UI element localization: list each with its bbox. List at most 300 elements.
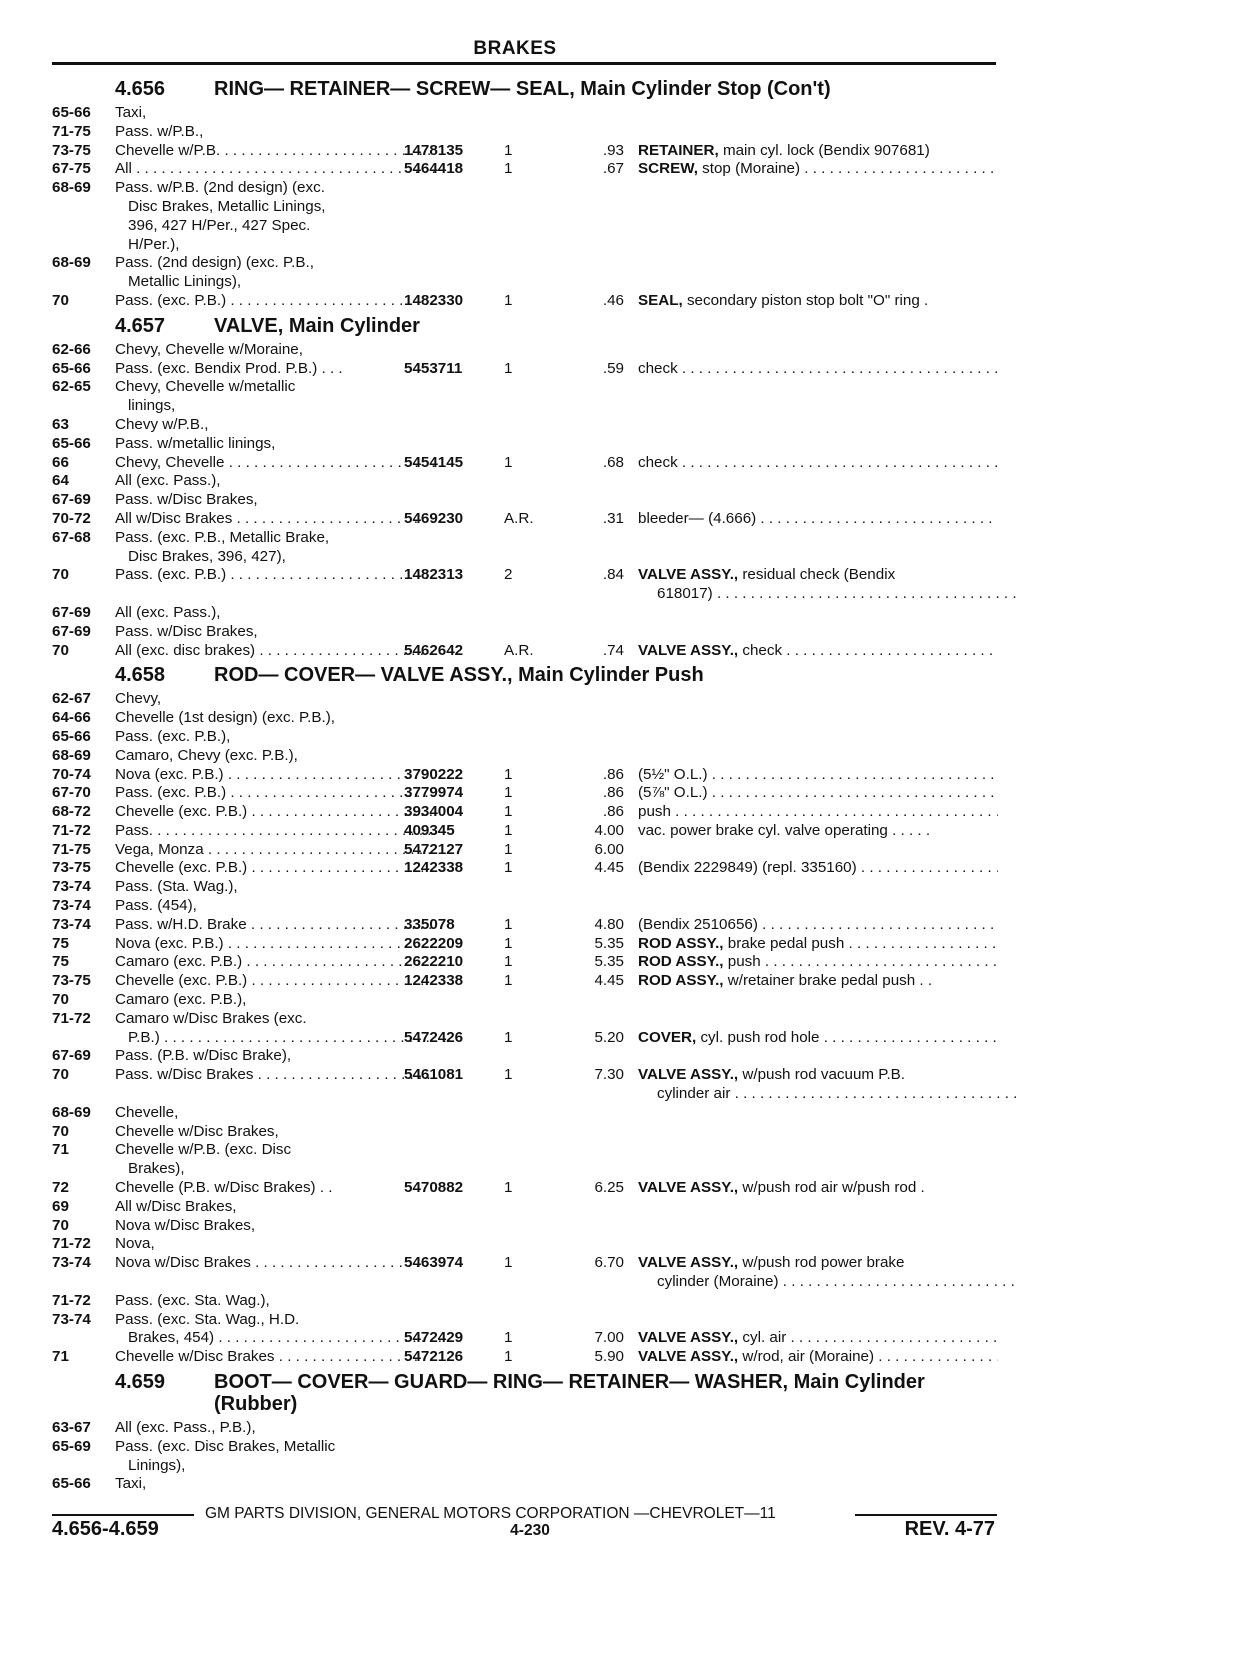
parts-row [52, 1104, 998, 1123]
quantity: 1 [504, 953, 513, 971]
model-years: 65-66 [52, 434, 91, 452]
part-name [657, 585, 1017, 604]
part-name-detail: brake pedal push [723, 934, 845, 952]
part-number: 3790222 [404, 765, 464, 783]
part-name [638, 972, 998, 991]
quantity: 1 [504, 840, 513, 858]
model-years: 68-69 [52, 179, 91, 197]
model-years: 73-74 [52, 878, 91, 896]
application-description: All (exc. Pass.), [115, 603, 221, 621]
part-number: 5453711 [404, 359, 463, 377]
application-description: Brakes), [128, 1160, 185, 1178]
parts-row [52, 1254, 998, 1273]
parts-row [52, 1066, 998, 1085]
part-name-detail: push [723, 953, 761, 971]
part-name [638, 1329, 998, 1348]
footer-organization: GM PARTS DIVISION, GENERAL MOTORS CORPORATION —CHEVROLET—11 [205, 1505, 776, 1522]
quantity: 2 [504, 566, 513, 584]
part-name-detail: (Bendix 2229849) (repl. 335160) [638, 859, 857, 877]
part-number: 2622209 [404, 934, 464, 952]
parts-row [52, 1292, 998, 1311]
parts-row [52, 897, 998, 916]
parts-row [52, 991, 998, 1010]
application-description: Pass. w/P.B. (2nd design) (exc. [115, 179, 325, 197]
application-description: Pass. (Sta. Wag.), [115, 878, 238, 896]
footer-rule-right [855, 1514, 997, 1516]
parts-row [52, 179, 998, 198]
application-description: Metallic Linings), [128, 273, 242, 291]
group-number: 4.656 [115, 78, 166, 100]
model-years: 65-66 [52, 1475, 91, 1493]
group-number: 4.659 [115, 1371, 166, 1393]
parts-row [52, 1348, 998, 1367]
application-description: Nova w/Disc Brakes . . . [115, 1254, 435, 1273]
parts-row [52, 1273, 998, 1292]
group-heading [52, 74, 998, 104]
part-name-keyword: ROD ASSY., [638, 934, 724, 952]
price: 4.00 [594, 821, 624, 839]
model-years: 67-68 [52, 528, 91, 546]
parts-row [52, 690, 998, 709]
application-description: Pass. (exc. P.B.) . . . [115, 784, 435, 803]
application-description: Pass. (exc. Sta. Wag., H.D. [115, 1310, 300, 1328]
quantity: 1 [504, 915, 513, 933]
application-description: 396, 427 H/Per., 427 Spec. [128, 216, 311, 234]
group-number: 4.658 [115, 664, 166, 687]
application-description: Chevelle (P.B. w/Disc Brakes) . . [115, 1179, 333, 1197]
model-years: 73-75 [52, 972, 91, 990]
application-description: All w/Disc Brakes . . . [115, 510, 435, 529]
part-name-detail: (Bendix 2510656) [638, 915, 758, 933]
footer-revision: REV. 4-77 [904, 1518, 995, 1540]
model-years: 75 [52, 953, 69, 971]
parts-row [52, 360, 998, 379]
parts-row [52, 1217, 998, 1236]
model-years: 72 [52, 1179, 69, 1197]
model-years: 67-75 [52, 160, 91, 178]
part-name [638, 1029, 998, 1048]
parts-row [52, 878, 998, 897]
part-name-detail: 618017) [657, 585, 713, 603]
part-number: 1242338 [404, 972, 464, 990]
part-name-detail: cyl. air [738, 1329, 787, 1347]
group-heading [52, 660, 998, 690]
parts-row [52, 1475, 998, 1494]
footer-rule-left [52, 1514, 194, 1516]
model-years: 67-69 [52, 622, 91, 640]
part-name-detail: main cyl. lock (Bendix 907681) [718, 141, 930, 159]
price: .93 [602, 141, 624, 159]
footer-page-number: 4-230 [510, 1522, 550, 1539]
parts-row [52, 529, 998, 548]
model-years: 73-74 [52, 1254, 91, 1272]
quantity: 1 [504, 784, 513, 802]
quantity: 1 [504, 359, 513, 377]
part-name-detail: bleeder— (4.666) [638, 509, 757, 527]
model-years: 67-69 [52, 491, 91, 509]
part-name [638, 292, 998, 311]
part-number: 5463974 [404, 1254, 464, 1272]
parts-row [52, 1160, 998, 1179]
part-name [638, 784, 998, 803]
model-years: 70 [52, 991, 69, 1009]
model-years: 70 [52, 1216, 69, 1234]
part-number: 409345 [404, 821, 455, 839]
price: 5.35 [594, 953, 624, 971]
part-number: 5472426 [404, 1028, 464, 1046]
parts-row [52, 397, 998, 416]
price: .84 [602, 566, 624, 584]
model-years: 71-72 [52, 1235, 91, 1253]
model-years: 70 [52, 641, 69, 659]
model-years: 71 [52, 1141, 69, 1159]
model-years: 67-70 [52, 784, 91, 802]
model-years: 64-66 [52, 709, 91, 727]
model-years: 71-72 [52, 821, 91, 839]
part-number: 1478135 [404, 141, 464, 159]
part-name-detail: w/push rod vacuum P.B. [738, 1066, 906, 1084]
quantity: 1 [504, 453, 513, 471]
parts-row [52, 709, 998, 728]
part-name-detail: cylinder (Moraine) [657, 1273, 779, 1291]
parts-row [52, 1010, 998, 1029]
parts-row [52, 1047, 998, 1066]
part-name [638, 916, 998, 935]
price: 4.45 [594, 972, 624, 990]
part-number: 5472127 [404, 840, 464, 858]
footer-section-range: 4.656-4.659 [52, 1518, 159, 1540]
application-description: Disc Brakes, Metallic Linings, [128, 197, 326, 215]
parts-row [52, 916, 998, 935]
parts-row [52, 1198, 998, 1217]
price: 5.90 [594, 1348, 624, 1366]
application-description: Disc Brakes, 396, 427), [128, 547, 286, 565]
parts-row [52, 273, 998, 292]
application-description: Nova w/Disc Brakes, [115, 1216, 256, 1234]
application-description: Pass. w/Disc Brakes, [115, 622, 258, 640]
application-description: Linings), [128, 1456, 186, 1474]
application-description: Chevelle w/Disc Brakes, [115, 1122, 279, 1140]
group-title: VALVE, Main Cylinder [214, 314, 420, 337]
part-number: 5469230 [404, 509, 464, 527]
model-years: 62-65 [52, 378, 91, 396]
part-number: 5462642 [404, 641, 464, 659]
application-description: Taxi, [115, 1475, 147, 1493]
application-description: Pass. w/P.B., [115, 122, 204, 140]
part-name-keyword: SCREW, [638, 160, 698, 178]
model-years: 73-74 [52, 897, 91, 915]
header-rule [52, 62, 996, 65]
part-number: 1482313 [404, 566, 464, 584]
model-years: 68-69 [52, 1103, 91, 1121]
application-description: Chevelle w/P.B. (exc. Disc [115, 1141, 292, 1159]
application-description: Pass. (454), [115, 897, 197, 915]
part-number: 1242338 [404, 859, 464, 877]
application-description: Chevy, Chevelle . . . [115, 454, 435, 473]
part-name-keyword: COVER, [638, 1028, 697, 1046]
part-number: 5472429 [404, 1329, 464, 1347]
parts-row [52, 1123, 998, 1142]
application-description: Pass. (exc. Sta. Wag.), [115, 1291, 270, 1309]
group-title: RING— RETAINER— SCREW— SEAL, Main Cylinder Stop (Con't) [214, 78, 831, 100]
part-name-keyword: VALVE ASSY., [638, 641, 739, 659]
application-description: Chevelle (exc. P.B.) . . . [115, 859, 435, 878]
model-years: 62-66 [52, 340, 91, 358]
application-description: Chevy, Chevelle w/metallic [115, 378, 296, 396]
parts-row [52, 254, 998, 273]
parts-row [52, 747, 998, 766]
price: 4.80 [594, 915, 624, 933]
model-years: 70 [52, 566, 69, 584]
part-name [638, 142, 998, 161]
part-name-keyword: VALVE ASSY., [638, 566, 739, 584]
application-description: Pass. w/metallic linings, [115, 434, 276, 452]
part-name-detail: cyl. push rod hole [696, 1028, 820, 1046]
part-number: 5464418 [404, 160, 464, 178]
part-number: 5472126 [404, 1348, 464, 1366]
model-years: 71-72 [52, 1009, 91, 1027]
parts-row [52, 841, 998, 860]
parts-row [52, 217, 998, 236]
part-number: 5470882 [404, 1179, 464, 1197]
price: .86 [602, 803, 624, 821]
parts-row [52, 123, 998, 142]
quantity: 1 [504, 934, 513, 952]
parts-row [52, 435, 998, 454]
parts-row [52, 160, 998, 179]
application-description: All (exc. disc brakes) . . . [115, 642, 435, 661]
parts-row [52, 548, 998, 567]
part-name [638, 642, 998, 661]
model-years: 70 [52, 1122, 69, 1140]
parts-row [52, 236, 998, 255]
model-years: 70 [52, 1066, 69, 1084]
parts-row [52, 1029, 998, 1048]
application-description: linings, [128, 397, 176, 415]
parts-row [52, 1235, 998, 1254]
parts-row [52, 1141, 998, 1160]
parts-row [52, 728, 998, 747]
parts-row [52, 604, 998, 623]
model-years: 68-69 [52, 254, 91, 272]
quantity: 1 [504, 803, 513, 821]
quantity: 1 [504, 1028, 513, 1046]
part-name-keyword: VALVE ASSY., [638, 1066, 739, 1084]
parts-row [52, 1329, 998, 1348]
part-name [638, 935, 998, 954]
part-number: 3934004 [404, 803, 464, 821]
price: .46 [602, 291, 624, 309]
application-description: P.B.) . . . [128, 1029, 448, 1048]
application-description: Pass. (exc. Disc Brakes, Metallic [115, 1437, 336, 1455]
model-years: 73-75 [52, 141, 91, 159]
part-name [657, 1085, 1017, 1104]
price: 4.45 [594, 859, 624, 877]
application-description: Chevelle (1st design) (exc. P.B.), [115, 709, 336, 727]
price: .74 [602, 641, 624, 659]
parts-row [52, 822, 998, 841]
application-description: Nova, [115, 1235, 155, 1253]
group-title: BOOT— COVER— GUARD— RING— RETAINER— WASHER, Main Cylinder (Rubber) [214, 1371, 925, 1415]
price: .31 [602, 509, 624, 527]
quantity: 1 [504, 291, 513, 309]
part-name-keyword: VALVE ASSY., [638, 1254, 739, 1272]
application-description: Pass. w/Disc Brakes, [115, 491, 258, 509]
parts-row [52, 1085, 998, 1104]
model-years: 69 [52, 1197, 69, 1215]
application-description: Brakes, 454) . . . [128, 1329, 448, 1348]
part-number: 2622210 [404, 953, 464, 971]
model-years: 62-67 [52, 690, 91, 708]
parts-row [52, 378, 998, 397]
part-name-detail: check [638, 453, 678, 471]
model-years: 71 [52, 1348, 69, 1366]
quantity: 1 [504, 765, 513, 783]
application-description: Nova (exc. P.B.) . . . [115, 766, 435, 785]
part-name [638, 766, 998, 785]
application-description: All w/Disc Brakes, [115, 1197, 237, 1215]
model-years: 68-69 [52, 746, 91, 764]
application-description: Chevelle (exc. P.B.) . . . [115, 972, 435, 991]
part-name-detail: check [638, 359, 678, 377]
parts-row [52, 623, 998, 642]
quantity: 1 [504, 821, 513, 839]
part-number: 5461081 [404, 1066, 464, 1084]
part-name [638, 859, 998, 878]
model-years: 67-69 [52, 603, 91, 621]
quantity: 1 [504, 1348, 513, 1366]
application-description: Chevelle, [115, 1103, 179, 1121]
part-name-keyword: ROD ASSY., [638, 972, 724, 990]
price: 5.35 [594, 934, 624, 952]
parts-row [52, 803, 998, 822]
parts-row [52, 491, 998, 510]
parts-row [52, 142, 998, 161]
model-years: 73-74 [52, 915, 91, 933]
quantity: A.R. [504, 641, 534, 659]
group-heading [52, 311, 998, 341]
model-years: 71-75 [52, 122, 91, 140]
page-title: BRAKES [473, 38, 557, 59]
price: .86 [602, 765, 624, 783]
application-description: Camaro (exc. P.B.) . . . [115, 953, 435, 972]
part-name [638, 510, 998, 529]
parts-row [52, 472, 998, 491]
parts-row [52, 784, 998, 803]
price: .59 [602, 359, 624, 377]
part-name-detail: w/push rod air w/push rod . [738, 1179, 925, 1197]
model-years: 75 [52, 934, 69, 952]
parts-row [52, 1457, 998, 1476]
group-title: ROD— COVER— VALVE ASSY., Main Cylinder Push [214, 664, 704, 687]
part-name [638, 160, 998, 179]
part-name-keyword: VALVE ASSY., [638, 1179, 739, 1197]
part-name-detail: push [638, 803, 671, 821]
application-description: Pass. (2nd design) (exc. P.B., [115, 254, 314, 272]
part-name [638, 1348, 998, 1367]
application-description: All (exc. Pass., P.B.), [115, 1419, 256, 1436]
model-years: 73-75 [52, 859, 91, 877]
price: 6.70 [594, 1254, 624, 1272]
application-description: All . . . [115, 160, 435, 179]
parts-row [52, 953, 998, 972]
quantity: 1 [504, 1254, 513, 1272]
parts-row [52, 416, 998, 435]
part-name [638, 566, 998, 585]
parts-row [52, 1438, 998, 1457]
part-name-keyword: VALVE ASSY., [638, 1348, 739, 1366]
application-description: Pass. w/H.D. Brake . . . [115, 916, 435, 935]
part-name-detail: secondary piston stop bolt "O" ring . [682, 291, 929, 309]
application-description: Nova (exc. P.B.) . . . [115, 935, 435, 954]
model-years: 71-75 [52, 840, 91, 858]
application-description: Pass. (exc. P.B.) . . . [115, 292, 435, 311]
quantity: 1 [504, 160, 513, 178]
part-number: 1482330 [404, 291, 464, 309]
part-name-keyword: VALVE ASSY., [638, 1329, 739, 1347]
parts-row [52, 1311, 998, 1330]
model-years: 70-72 [52, 509, 91, 527]
part-name-keyword: RETAINER, [638, 141, 719, 159]
parts-row [52, 566, 998, 585]
part-name-detail: w/push rod power brake [738, 1254, 905, 1272]
part-name-keyword: SEAL, [638, 291, 683, 309]
part-name [638, 1179, 998, 1198]
part-name-detail: w/rod, air (Moraine) [738, 1348, 875, 1366]
part-name-detail: check [738, 641, 783, 659]
part-name-detail: (5½" O.L.) [638, 765, 708, 783]
model-years: 70 [52, 291, 69, 309]
part-name-detail: residual check (Bendix [738, 566, 896, 584]
part-name [638, 1254, 998, 1273]
part-name-detail: (5⅞" O.L.) [638, 784, 708, 802]
part-name-keyword: ROD ASSY., [638, 953, 724, 971]
application-description: Pass. w/Disc Brakes . . . [115, 1066, 435, 1085]
parts-row [52, 510, 998, 529]
parts-row [52, 292, 998, 311]
application-description: Camaro w/Disc Brakes (exc. [115, 1009, 307, 1027]
model-years: 73-74 [52, 1310, 91, 1328]
application-description: All (exc. Pass.), [115, 472, 221, 490]
model-years: 67-69 [52, 1047, 91, 1065]
application-description: Pass. (exc. P.B.) . . . [115, 566, 435, 585]
application-description: Chevy, Chevelle w/Moraine, [115, 340, 303, 358]
parts-row [52, 104, 998, 123]
price: 7.30 [594, 1066, 624, 1084]
part-name [638, 454, 998, 473]
price: .67 [602, 160, 624, 178]
model-years: 65-66 [52, 104, 91, 121]
application-description: Camaro, Chevy (exc. P.B.), [115, 746, 298, 764]
model-years: 63-67 [52, 1419, 91, 1436]
model-years: 65-66 [52, 727, 91, 745]
part-name [638, 1066, 998, 1085]
price: 6.00 [594, 840, 624, 858]
application-description: Chevelle w/P.B. . . . [115, 142, 435, 161]
part-name-detail: cylinder air [657, 1085, 731, 1103]
application-description: Chevy, [115, 690, 162, 708]
model-years: 65-69 [52, 1437, 91, 1455]
part-name [638, 803, 998, 822]
part-number: 335078 [404, 915, 455, 933]
parts-row [52, 1419, 998, 1438]
quantity: 1 [504, 1066, 513, 1084]
part-name [638, 822, 998, 841]
application-description: Pass. (exc. P.B., Metallic Brake, [115, 528, 330, 546]
price: 7.00 [594, 1329, 624, 1347]
quantity: A.R. [504, 509, 534, 527]
application-description: Chevy w/P.B., [115, 415, 209, 433]
